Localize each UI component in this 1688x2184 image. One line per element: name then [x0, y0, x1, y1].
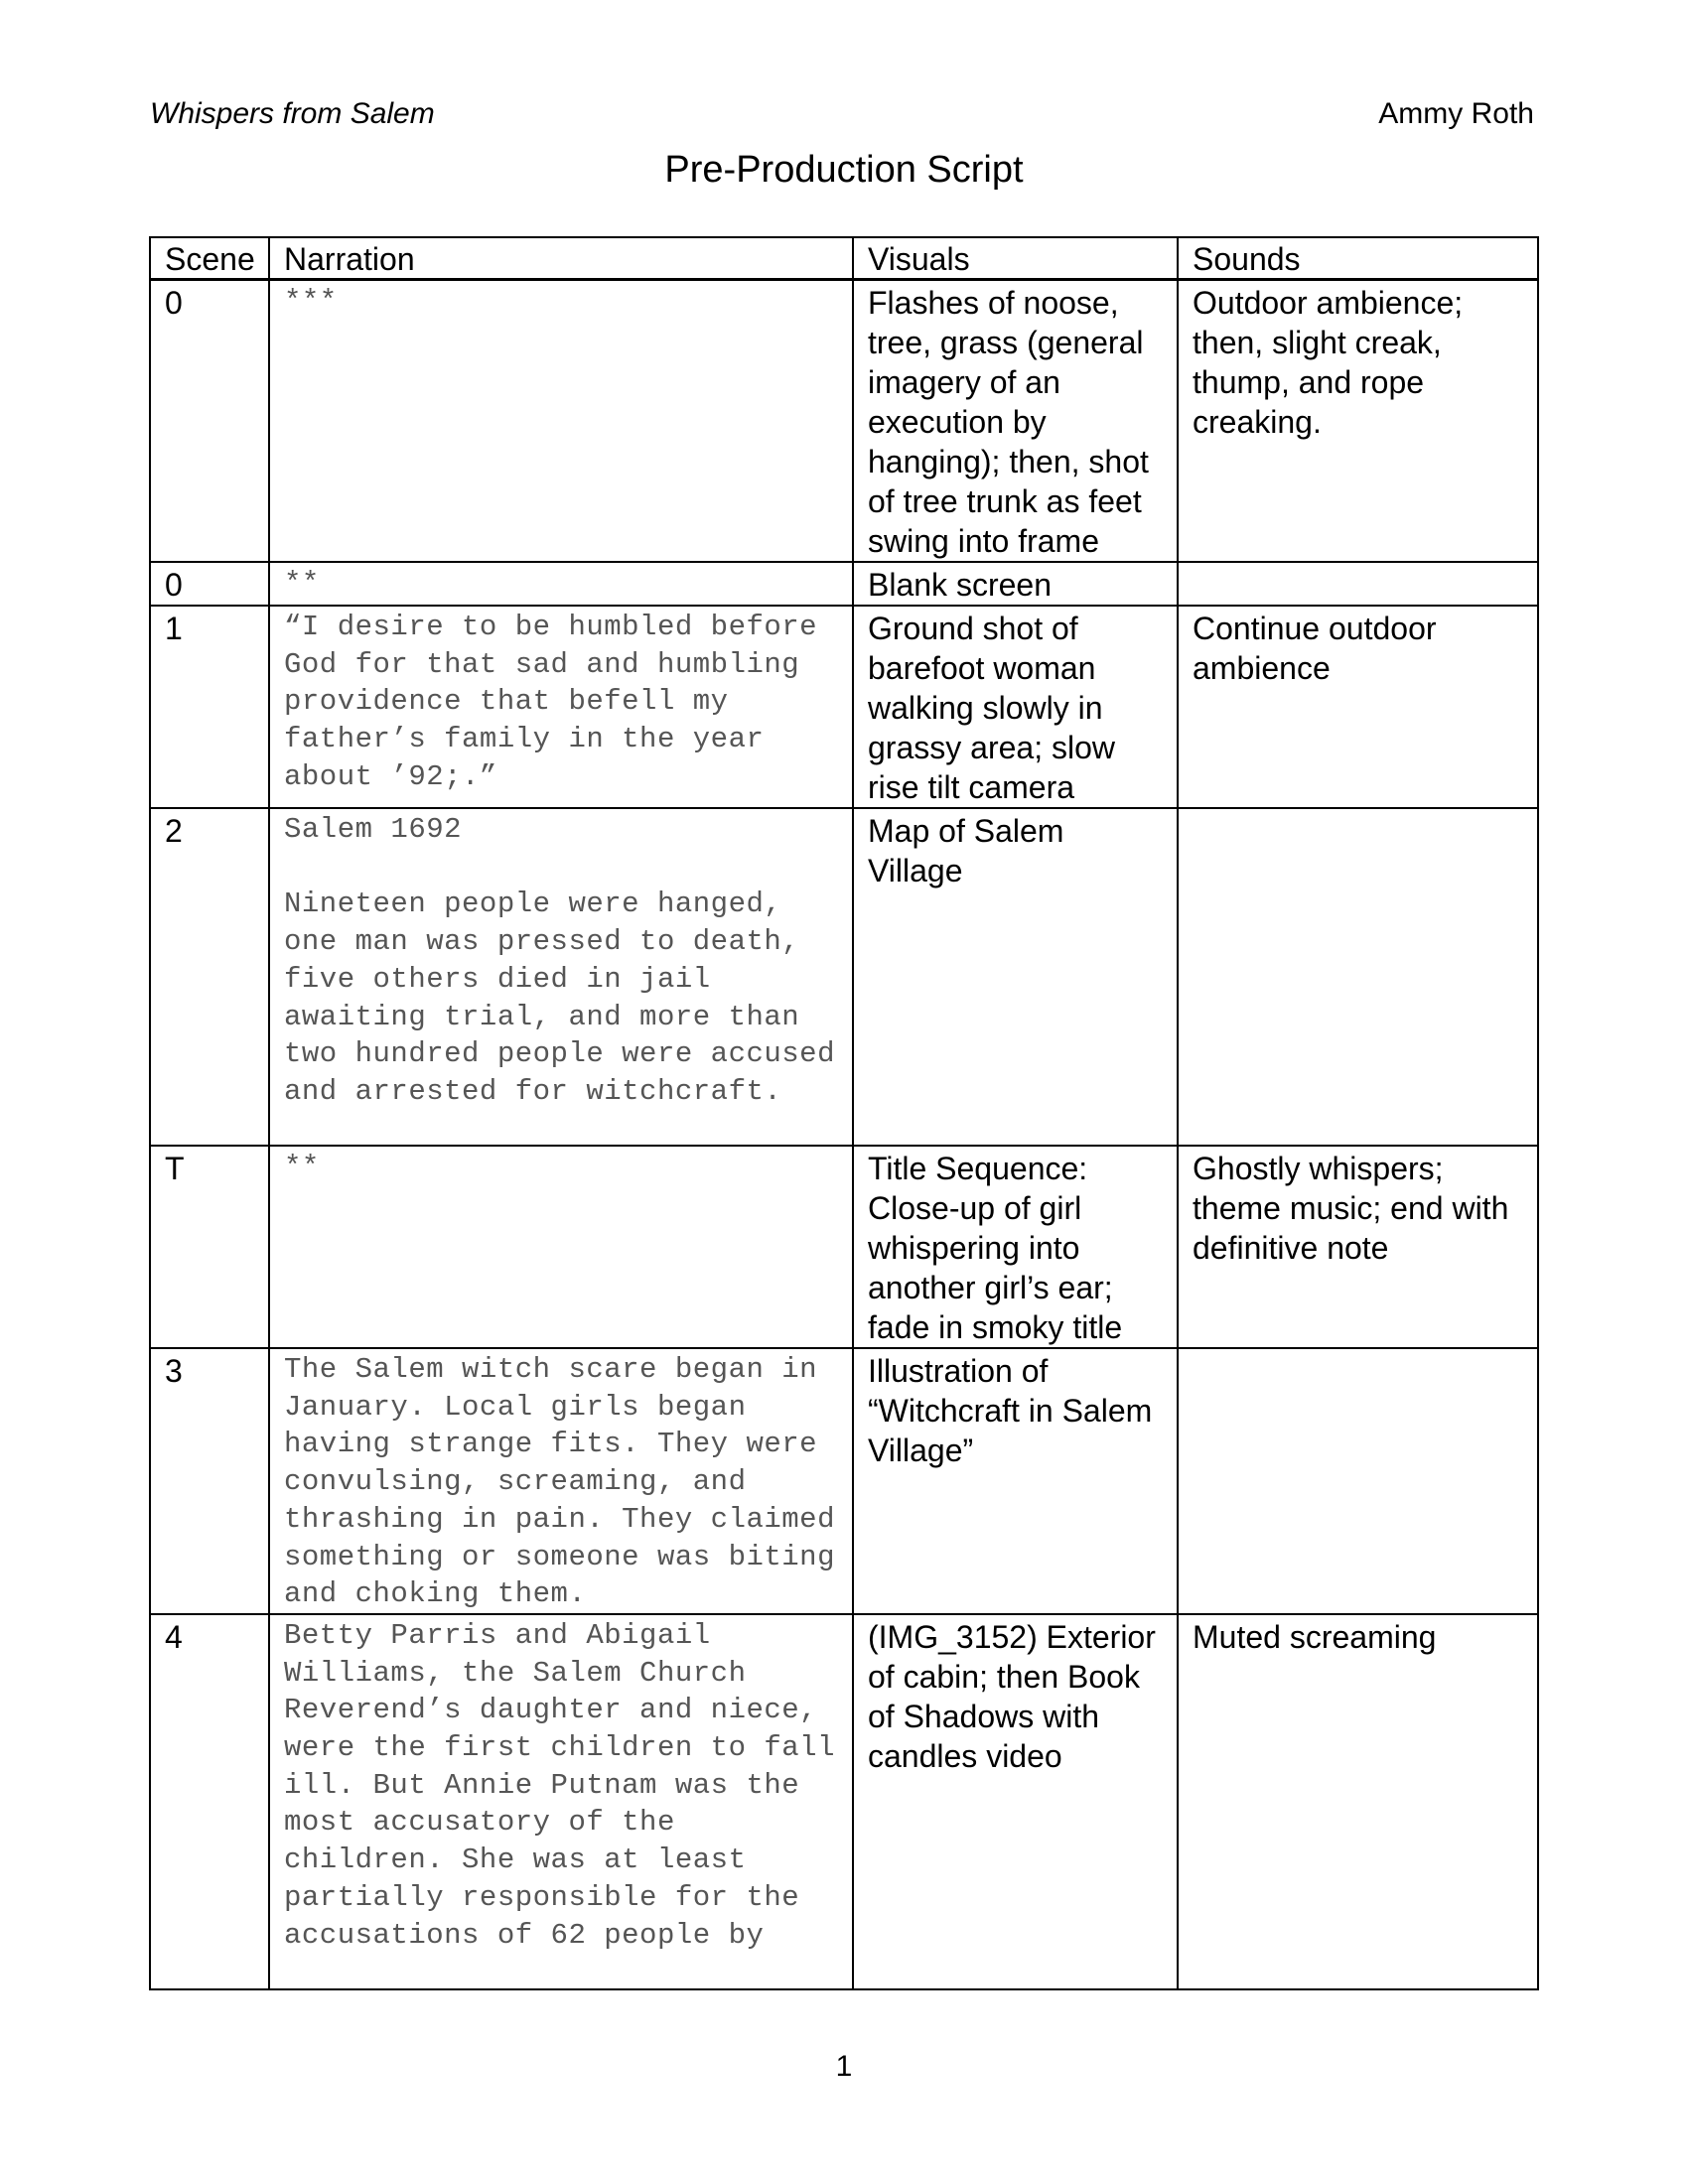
- column-header-narration: Narration: [269, 237, 853, 280]
- table-row: [150, 1614, 1538, 1989]
- visuals-cell: Flashes of noose, tree, grass (general imagery of an execution by hanging); then, shot of tree trunk as feet swing into frame: [853, 280, 1178, 563]
- table-row: [150, 1348, 1538, 1614]
- narration-cell: [269, 808, 853, 1146]
- scene-number: 0: [150, 280, 269, 563]
- sounds-cell: Outdoor ambience; then, slight creak, thump, and rope creaking.: [1178, 280, 1538, 563]
- visuals-cell: Title Sequence: Close-up of girl whispering into another girl’s ear; fade in smoky title: [853, 1146, 1178, 1348]
- narration-text: Nineteen people were hanged, one man was pressed to death, five others died in jail awaiting trial, and more than two hundred people were accused and arrested for witchcraft.: [284, 887, 835, 1108]
- sounds-cell: [1178, 1348, 1538, 1614]
- scene-number: 4: [150, 1614, 269, 1989]
- scene-number: 2: [150, 808, 269, 1146]
- table-row: [150, 606, 1538, 808]
- sounds-cell: [1178, 562, 1538, 606]
- visuals-cell: (IMG_3152) Exterior of cabin; then Book of Shadows with candles video: [853, 1614, 1178, 1989]
- table-row: [150, 280, 1538, 563]
- sounds-cell: Ghostly whispers; theme music; end with definitive note: [1178, 1146, 1538, 1348]
- scene-number: 3: [150, 1348, 269, 1614]
- visuals-cell: Blank screen: [853, 562, 1178, 606]
- document-header-title: Whispers from Salem: [150, 97, 435, 130]
- column-header-sounds: Sounds: [1178, 237, 1538, 280]
- narration-cell: **: [269, 1146, 853, 1348]
- narration-cell: “I desire to be humbled before God for that sad and humbling providence that befell my father’s family in the year about ’92;.”: [269, 606, 853, 808]
- page-number: 1: [835, 2050, 853, 2083]
- sounds-cell: [1178, 808, 1538, 1146]
- scene-number: T: [150, 1146, 269, 1348]
- narration-cell: **: [269, 562, 853, 606]
- sounds-cell: Continue outdoor ambience: [1178, 606, 1538, 808]
- narration-cell: The Salem witch scare began in January. Local girls began having strange fits. They were convulsing, screaming, and thrashing in pain. They claimed something or someone was biting and choking them.: [269, 1348, 853, 1614]
- narration-cell: Betty Parris and Abigail Williams, the Salem Church Reverend’s daughter and niece, were the first children to fall ill. But Annie Putnam was the most accusatory of the children. She was at least partially responsible for the accusations of 62 people by: [269, 1614, 853, 1989]
- visuals-cell: Illustration of “Witchcraft in Salem Village”: [853, 1348, 1178, 1614]
- table-row: [150, 1146, 1538, 1348]
- scene-number: 1: [150, 606, 269, 808]
- visuals-cell: Ground shot of barefoot woman walking slowly in grassy area; slow rise tilt camera: [853, 606, 1178, 808]
- scene-number: 0: [150, 562, 269, 606]
- table-row: [150, 808, 1538, 1146]
- document-header-author: Ammy Roth: [1378, 97, 1534, 130]
- visuals-cell: Map of Salem Village: [853, 808, 1178, 1146]
- column-header-scene: Scene: [150, 237, 269, 280]
- column-header-visuals: Visuals: [853, 237, 1178, 280]
- table-row: [150, 562, 1538, 606]
- narration-cell: ***: [269, 280, 853, 563]
- sounds-cell: Muted screaming: [1178, 1614, 1538, 1989]
- narration-dateline: Salem 1692: [284, 813, 463, 846]
- table-header-row: [150, 237, 1538, 280]
- page-title: Pre-Production Script: [664, 149, 1024, 191]
- script-table: [149, 236, 1539, 1990]
